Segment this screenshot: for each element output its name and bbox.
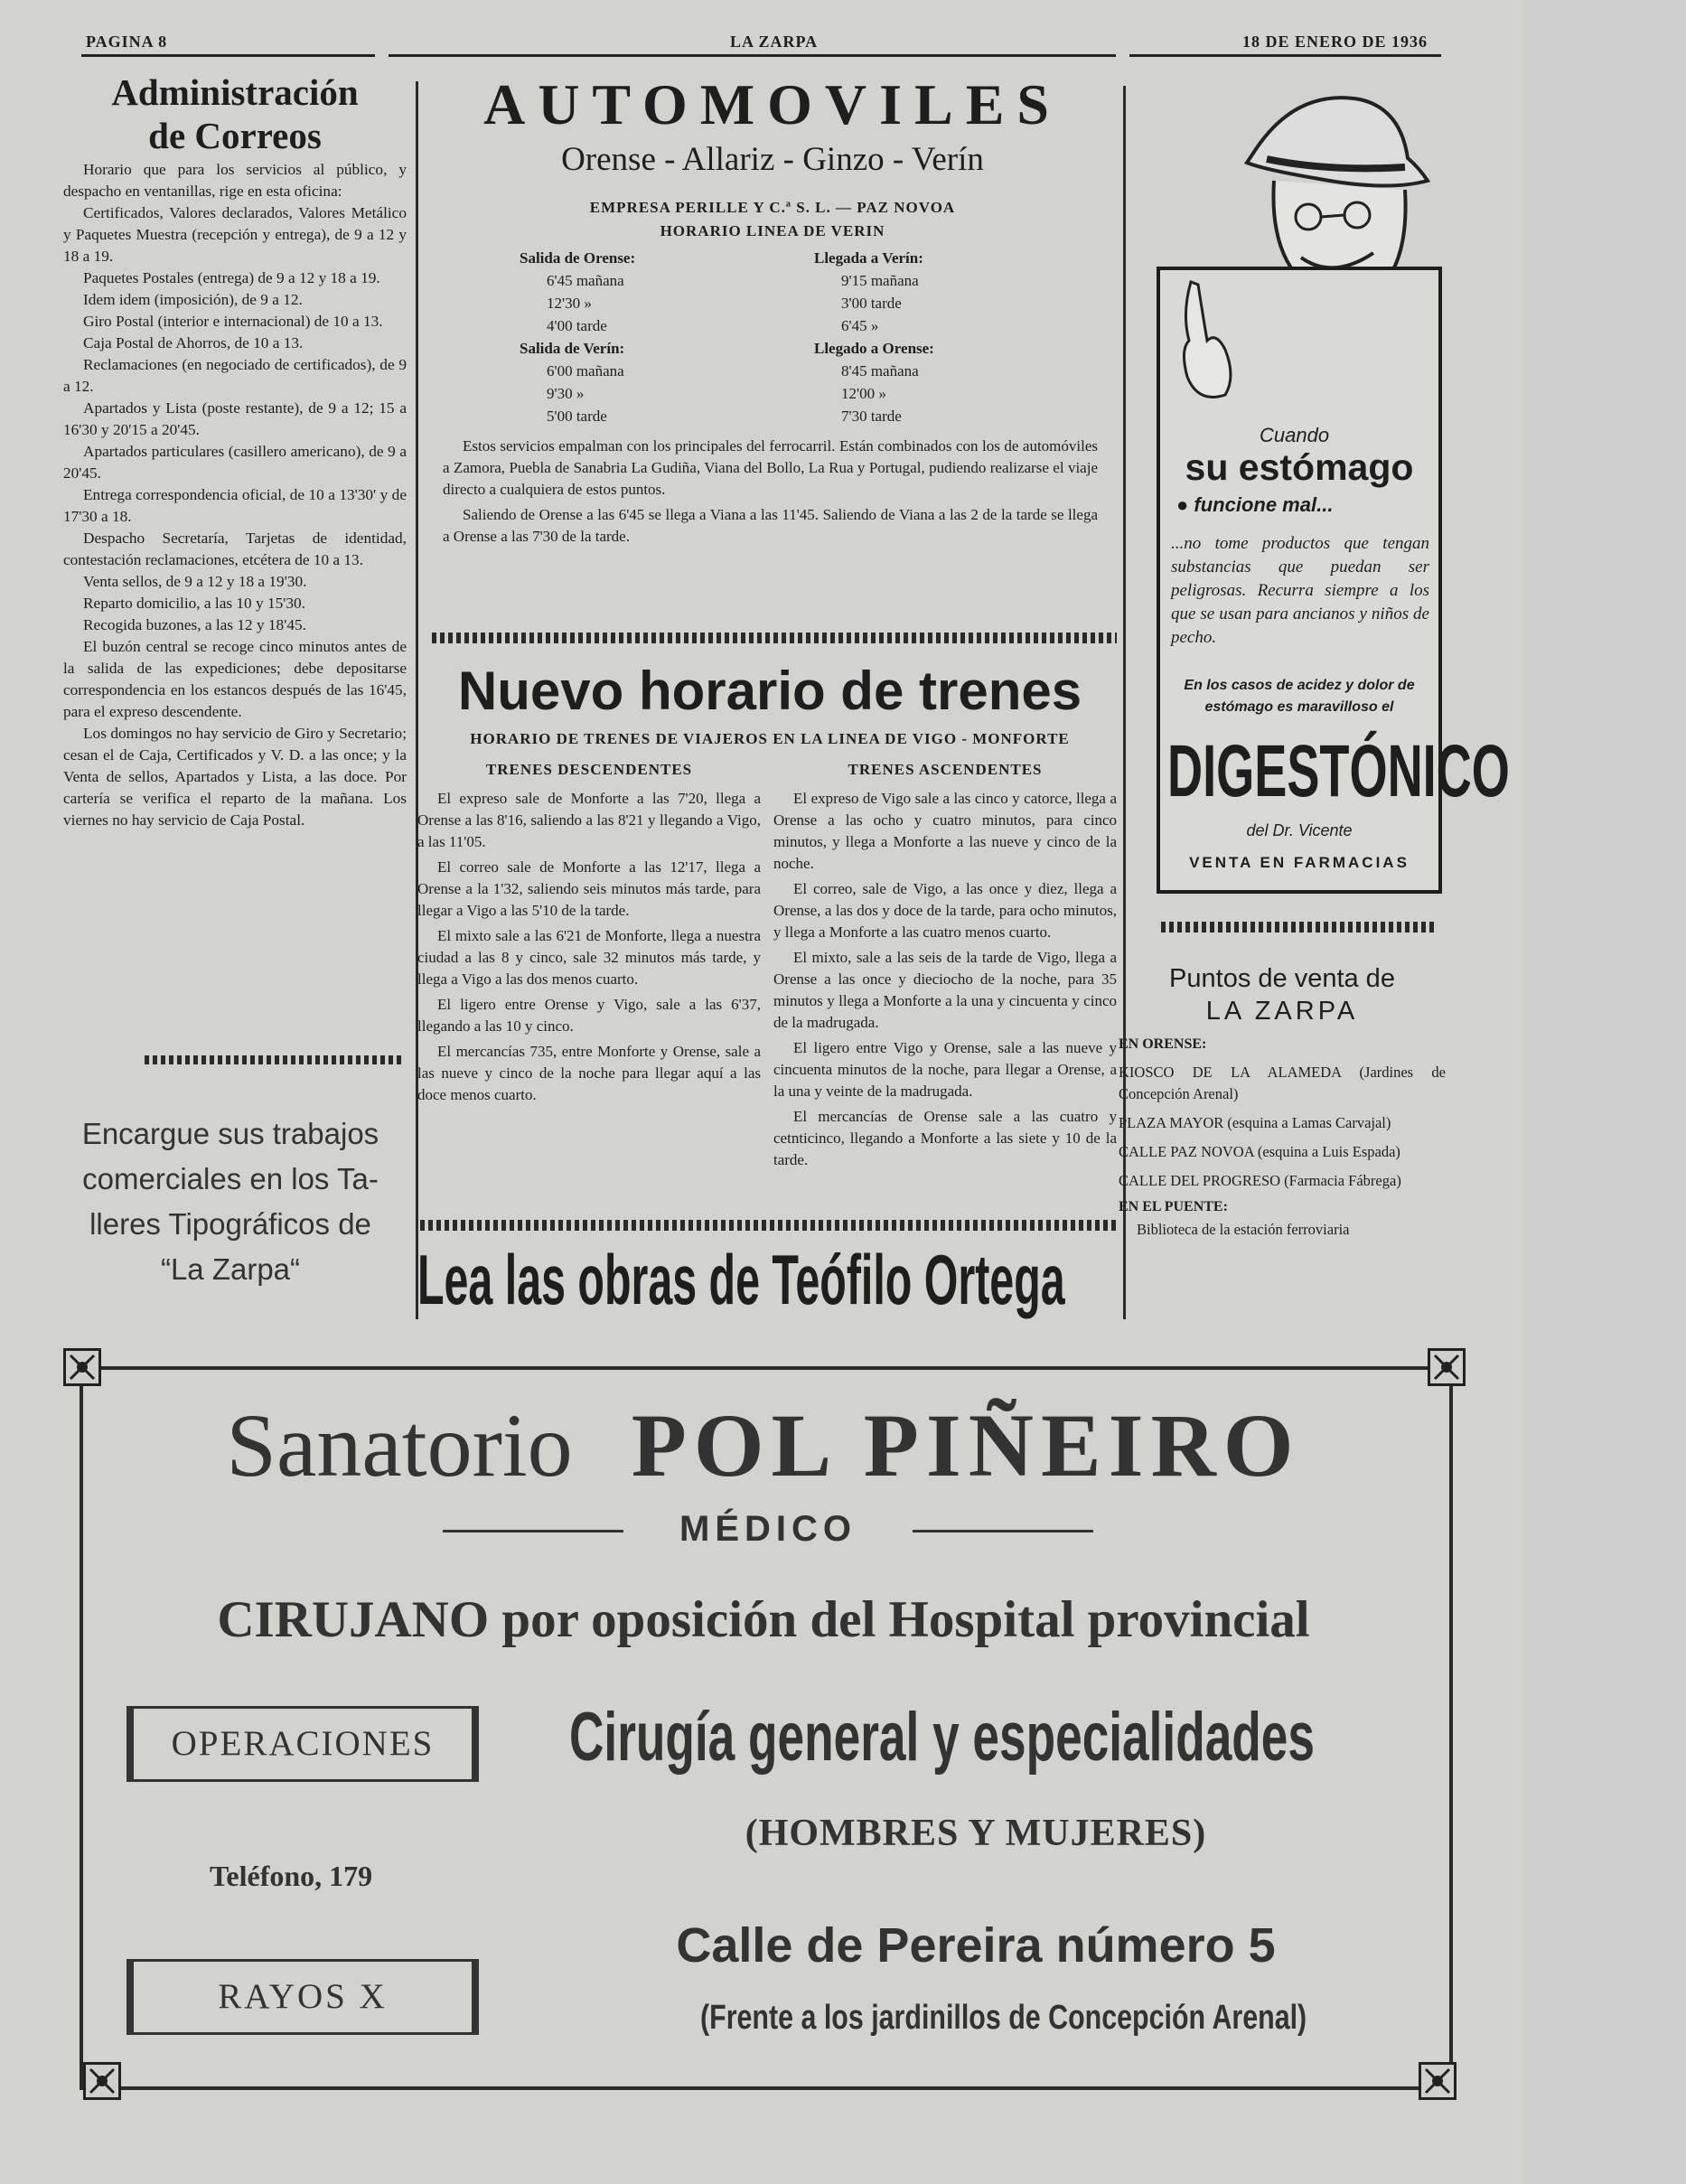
rayos-label: RAYOS X xyxy=(218,1977,388,2016)
digestonico-estomago: su estómago xyxy=(1185,446,1414,488)
hombres-line: (HOMBRES Y MUJERES) xyxy=(745,1813,1207,1854)
schedule-cell: 6'45 » xyxy=(841,317,879,334)
trenes-desc-header: TRENES DESCENDENTES xyxy=(485,761,693,778)
schedule-cell: Salida de Verín: xyxy=(520,340,625,357)
train-entry: El expreso de Vigo sale a las cinco y catorce, llega a Orense a las ocho y cuatro minutos, para cinco minutos, y llega a Monforte a las nueve y cinco de la noche. xyxy=(773,790,1117,872)
correos-paragraph: El buzón central se recoge cinco minutos antes de la salida de las expediciones; debe depositarse correspondencia en los estancos después de las 16'45, para el expreso descendente. xyxy=(63,638,407,720)
medico-rule-left xyxy=(443,1530,623,1533)
sanatorio-title-a: Sanatorio xyxy=(226,1395,573,1495)
digestonico-ad xyxy=(1147,81,1510,895)
digestonico-cuando: Cuando xyxy=(1260,424,1330,446)
puntos-puente-label: EN EL PUENTE: xyxy=(1119,1199,1228,1214)
talleres-line: comerciales en los Ta- xyxy=(82,1162,379,1195)
teofilo-text: Lea las obras de Teófilo Ortega xyxy=(417,1240,1065,1319)
header-rule-center xyxy=(389,54,1116,57)
schedule-cell: Salida de Orense: xyxy=(520,249,636,267)
digestonico-funcione-text: funcione mal... xyxy=(1194,493,1334,516)
sanatorio-title-b: POL PIÑEIRO xyxy=(631,1395,1301,1495)
issue-date: 18 DE ENERO DE 1936 xyxy=(1242,33,1428,51)
sanatorio-title xyxy=(90,1396,1437,1495)
train-entry: El mercancías de Orense sale a las cuatro y cetnticinco, llegando a Monforte a las siete y 10 de la tarde. xyxy=(773,1108,1117,1168)
digestonico-box xyxy=(1157,267,1510,894)
trenes-asc-body xyxy=(773,788,1117,1171)
correos-body xyxy=(63,159,407,831)
correos-paragraph: Reclamaciones (en negociado de certificados), de 9 a 12. xyxy=(63,356,407,395)
automoviles-note: Saliendo de Orense a las 6'45 se llega a Viana a las 11'45. Saliendo de Viana a las 2 de la tarde se llega a Orense a las 7'30 de la tarde. xyxy=(443,506,1098,545)
cirujano-line: CIRUJANO por oposición del Hospital provincial xyxy=(217,1591,1310,1648)
correos-paragraph: Apartados y Lista (poste restante), de 9 a 12; 15 a 16'30 y 20'15 a 20'45. xyxy=(63,399,407,438)
correos-paragraph: Horario que para los servicios al público, y despacho en ventanillas, rige en esta oficina: xyxy=(63,161,407,200)
automoviles-route: Orense - Allariz - Ginzo - Verín xyxy=(561,141,984,178)
correos-paragraph: Despacho Secretaría, Tarjetas de identidad, contestación reclamaciones, etcétera de 10 a 13. xyxy=(63,530,407,568)
correos-paragraph: Recogida buzones, a las 12 y 18'45. xyxy=(83,616,306,633)
schedule-cell: 3'00 tarde xyxy=(841,295,902,312)
digestonico-brand-box xyxy=(1167,730,1510,812)
schedule-row xyxy=(520,295,1082,317)
puntos-entry: KIOSCO DE LA ALAMEDA (Jardines de Concepción Arenal) xyxy=(1119,1064,1446,1102)
talleres-line: lleres Tipográficos de xyxy=(89,1207,371,1241)
train-entry: El mixto sale a las 6'21 de Monforte, llega a nuestra ciudad a las 8 y cinco, sale 32 minutos más tarde, y llega a Vigo a las dos menos cuarto. xyxy=(417,927,761,988)
schedule-cell: 9'30 » xyxy=(547,385,585,402)
puntos-section xyxy=(1119,962,1446,1239)
corner-ornament-icon xyxy=(83,2062,121,2100)
schedule-row xyxy=(520,385,1082,408)
digestonico-funcione: ● funcione mal... xyxy=(1176,493,1334,516)
digestonico-doctor: del Dr. Vicente xyxy=(1246,821,1353,839)
schedule-cell: 8'45 mañana xyxy=(841,362,919,380)
header-rule-right xyxy=(1129,54,1441,57)
medico-rule-right xyxy=(913,1530,1093,1533)
correos-paragraph: Giro Postal (interior e internacional) de 10 a 13. xyxy=(83,313,383,330)
separator-dashes xyxy=(432,633,1117,643)
correos-title-line1: Administración xyxy=(111,71,359,113)
automoviles-company: EMPRESA PERILLE Y C.ª S. L. — PAZ NOVOA xyxy=(589,199,956,216)
frente-box xyxy=(700,1997,1351,2042)
separator-dashes xyxy=(1161,922,1437,933)
correos-paragraph: Certificados, Valores declarados, Valores Metálico y Paquetes Muestra (recepción y entrega), de 9 a 12 y 18 a 19. xyxy=(63,204,407,265)
schedule-row xyxy=(520,362,1082,385)
trenes-asc-header: TRENES ASCENDENTES xyxy=(848,761,1043,778)
cirugia-box xyxy=(569,1699,1419,1780)
train-entry: El correo, sale de Vigo, a las once y diez, llega a Orense, a las dos y doce de la tarde, para ocho minutos, y llega a Monforte a las cuatro menos cuarto. xyxy=(773,880,1117,941)
correos-paragraph: Paquetes Postales (entrega) de 9 a 12 y 18 a 19. xyxy=(83,269,380,286)
correos-paragraph: Venta sellos, de 9 a 12 y 18 a 19'30. xyxy=(83,573,307,590)
automoviles-notes xyxy=(425,436,1098,548)
corner-ornament-icon xyxy=(63,1348,101,1386)
trenes-asc-column xyxy=(773,761,1117,1175)
trenes-desc-column xyxy=(417,761,761,1175)
schedule-row xyxy=(520,340,1082,362)
digestonico-brand: DIGESTÓNICO xyxy=(1167,730,1510,812)
train-entry: El expreso sale de Monforte a las 7'20, llega a Orense a las 8'16, saliendo a las 8'21 y llegando a Vigo, a las 11'05. xyxy=(417,790,761,850)
trenes-title: Nuevo horario de trenes xyxy=(457,661,1082,721)
schedule-cell: 9'15 mañana xyxy=(841,272,919,289)
operaciones-box xyxy=(126,1706,479,1782)
digestonico-body: ...no tome productos que tengan substancias que puedan ser peligrosas. Recurra siempre a los que se usan para ancianos y niños de pecho. xyxy=(1171,534,1429,647)
schedule-row xyxy=(520,408,1082,430)
correos-title-line2: de Correos xyxy=(148,115,322,156)
rayos-box xyxy=(126,1959,479,2035)
train-entry: El mixto, sale a las seis de la tarde de Vigo, llega a Orense a las once y dieciocho de la noche, para 35 minutos y llega a Monforte a la una y cincuenta y cinco de la madrugada. xyxy=(773,949,1117,1031)
digestonico-casos: En los casos de acidez y dolor de estómago es maravilloso el xyxy=(1184,678,1415,715)
puntos-entry: PLAZA MAYOR (esquina a Lamas Carvajal) xyxy=(1119,1114,1391,1131)
puntos-list xyxy=(1119,1062,1446,1192)
puntos-orense-label: EN ORENSE: xyxy=(1119,1036,1207,1052)
calle-line: Calle de Pereira número 5 xyxy=(676,1918,1276,1973)
schedule-cell: Llegado a Orense: xyxy=(814,340,934,357)
train-entry: El mercancías 735, entre Monforte y Orense, sale a las nueve y cinco de la noche para llegar aquí a las doce menos cuarto. xyxy=(417,1043,761,1103)
digestonico-venta: VENTA EN FARMACIAS xyxy=(1189,854,1410,871)
operaciones-label: OPERACIONES xyxy=(171,1724,435,1763)
schedule-row xyxy=(520,272,1082,295)
train-entry: El correo sale de Monforte a las 12'17, llega a Orense a la 1'32, saliendo seis minutos más tarde, para llegar a Vigo a las 5'10 de la tarde. xyxy=(417,858,761,919)
correos-paragraph: Idem idem (imposición), de 9 a 12. xyxy=(83,291,303,308)
corner-ornament-icon xyxy=(1428,1348,1466,1386)
correos-paragraph: Apartados particulares (casillero americano), de 9 a 20'45. xyxy=(63,443,407,482)
puntos-puente-entry: Biblioteca de la estación ferroviaria xyxy=(1137,1221,1350,1238)
newspaper-name: LA ZARPA xyxy=(730,33,819,51)
pointing-hand-icon xyxy=(1171,277,1243,413)
frente-line: (Frente a los jardinillos de Concepción Arenal) xyxy=(700,1999,1307,2037)
train-entry: El ligero entre Vigo y Orense, sale a las nueve y cincuenta minutos de la noche, para llegar a Orense, a la una y veinte de la madrugada. xyxy=(773,1039,1117,1100)
schedule-row xyxy=(520,317,1082,340)
correos-title xyxy=(63,70,407,157)
automoviles-subtitle: HORARIO LINEA DE VERIN xyxy=(660,222,885,239)
schedule-cell: Llegada a Verín: xyxy=(814,249,923,267)
puntos-title-zarpa: LA ZARPA xyxy=(1205,997,1359,1026)
trenes-subtitle: HORARIO DE TRENES DE VIAJEROS EN LA LINEA DE VIGO - MONFORTE xyxy=(470,730,1070,747)
schedule-cell: 7'30 tarde xyxy=(841,408,902,425)
medico-label: MÉDICO xyxy=(679,1509,857,1549)
automoviles-title: AUTOMOVILES xyxy=(482,72,1063,136)
trenes-section xyxy=(417,660,1122,1175)
train-entry: El ligero entre Orense y Vigo, sale a las 6'37, llegando a las 10 y cinco. xyxy=(417,996,761,1035)
trenes-columns xyxy=(417,761,1122,1175)
cirugia-line: Cirugía general y especialidades xyxy=(569,1699,1315,1776)
schedule-cell: 6'00 mañana xyxy=(547,362,624,380)
schedule-cell: 12'00 » xyxy=(841,385,886,402)
teofilo-ad xyxy=(417,1240,1122,1321)
talleres-ad xyxy=(54,1111,407,1292)
automoviles-schedule-table xyxy=(520,249,1082,430)
talleres-line: Encargue sus trabajos xyxy=(81,1117,379,1150)
correos-paragraph: Caja Postal de Ahorros, de 10 a 13. xyxy=(83,334,304,352)
separator-dashes xyxy=(145,1055,402,1064)
corner-ornament-icon xyxy=(1419,2062,1457,2100)
schedule-cell: 12'30 » xyxy=(547,295,592,312)
puntos-entry: CALLE DEL PROGRESO (Farmacia Fábrega) xyxy=(1119,1172,1401,1189)
schedule-row xyxy=(520,249,1082,272)
correos-paragraph: Los domingos no hay servicio de Giro y Secretario; cesan el de Caja, Certificados y V. D. a las once; y la Venta de sellos, Apartados y Lista, a las doce. Por cartería se verifica el reparto de la mañana. Los viernes no hay servicio de Caja Postal. xyxy=(63,725,407,829)
header-rule-left xyxy=(81,54,375,57)
page-number: PAGINA 8 xyxy=(86,33,168,51)
correos-section xyxy=(63,70,407,831)
separator-dashes xyxy=(420,1220,1116,1231)
trenes-desc-body xyxy=(417,788,761,1106)
schedule-cell: 4'00 tarde xyxy=(547,317,607,334)
automoviles-note: Estos servicios empalman con los principales del ferrocarril. Están combinados con los de automóviles a Zamora, Puebla de Sanabria La Gudiña, Viana del Bollo, La Rua y Portugal, pudiendo realizarse el viaje directo a cualquiera de estos puntos. xyxy=(443,437,1098,498)
schedule-cell: 6'45 mañana xyxy=(547,272,624,289)
automoviles-section xyxy=(425,72,1120,548)
correos-paragraph: Reparto domicilio, a las 10 y 15'30. xyxy=(83,595,305,612)
schedule-cell: 5'00 tarde xyxy=(547,408,607,425)
talleres-line: “La Zarpa“ xyxy=(160,1252,301,1286)
correos-paragraph: Entrega correspondencia oficial, de 10 a 13'30' y de 17'30 a 18. xyxy=(63,486,407,525)
puntos-title: Puntos de venta de xyxy=(1169,964,1395,993)
telefono-line: Teléfono, 179 xyxy=(210,1860,373,1892)
puntos-entry: CALLE PAZ NOVOA (esquina a Luis Espada) xyxy=(1119,1143,1400,1160)
